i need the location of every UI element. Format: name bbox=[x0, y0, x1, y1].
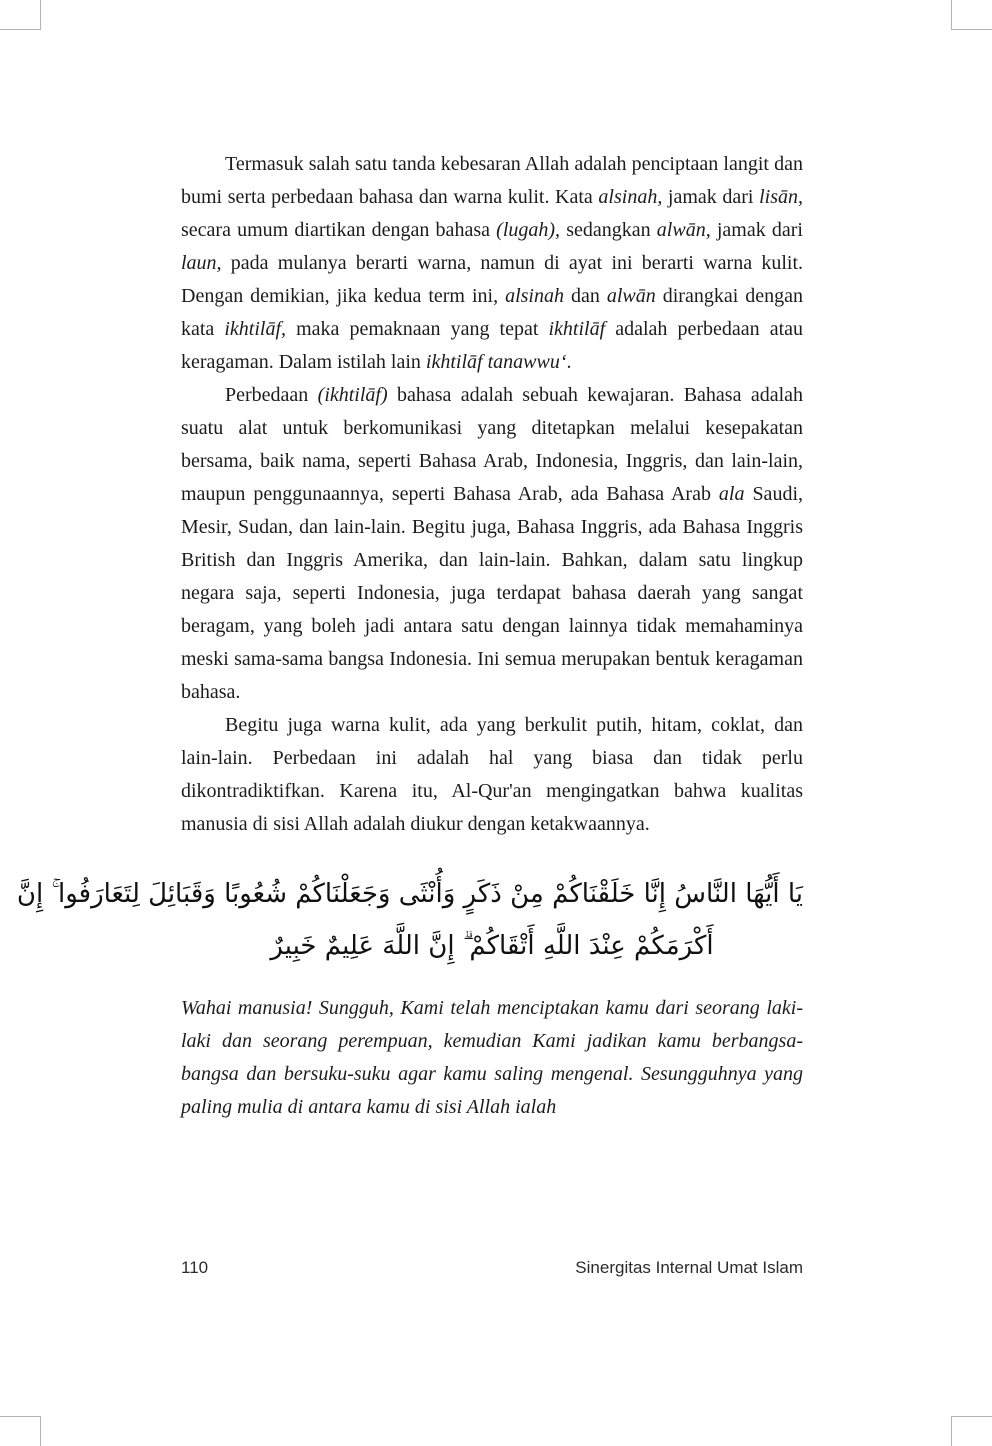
footer-title: Sinergitas Internal Umat Islam bbox=[575, 1258, 803, 1277]
quran-line: أَكْرَمَكُمْ عِنْدَ اللَّهِ أَتْقَاكُمْ ۗ إِنَّ اللَّهَ عَلِيمٌ خَبِيرٌ bbox=[270, 931, 714, 961]
paragraph: Begitu juga warna kulit, ada yang berkulit putih, hitam, coklat, dan lain-lain. Perbedaan ini adalah hal yang biasa dan tidak perlu dikontradiktifkan. Karena itu, Al-Qur'an mengingatkan bahwa kualitas manusia di sisi Allah adalah diukur dengan ketakwaannya. bbox=[181, 714, 803, 835]
crop-mark-bottom-right-vertical bbox=[951, 1416, 952, 1446]
crop-mark-bottom-left-vertical bbox=[40, 1416, 41, 1446]
crop-mark-bottom-right-horizontal bbox=[951, 1416, 992, 1417]
quran-line: يَا أَيُّهَا النَّاسُ إِنَّا خَلَقْنَاكُمْ مِنْ ذَكَرٍ وَأُنْثَى وَجَعَلْنَاكُمْ شُعُوبًا وَقَبَائِلَ لِتَعَارَفُوا ۚ إِنَّ bbox=[16, 879, 803, 909]
crop-mark-top-right-horizontal bbox=[951, 29, 992, 30]
translation-paragraph: Wahai manusia! Sungguh, Kami telah menciptakan kamu dari seorang laki-laki dan seorang perempuan, kemudian Kami jadikan kamu berbangsa-bangsa dan bersuku-suku agar kamu saling mengenal. Sesungguhnya yang paling mulia di antara kamu di sisi Allah ialah bbox=[181, 997, 803, 1118]
page-content bbox=[16, 148, 804, 1124]
paragraph: Termasuk salah satu tanda kebesaran Allah adalah penciptaan langit dan bumi serta perbedaan bahasa dan warna kulit. Kata alsinah, jamak dari lisān, secara umum diartikan dengan bahasa (lugah), sedangkan alwān, jamak dari laun, pada mulanya berarti warna, namun di ayat ini berarti warna kulit. Dengan demikian, jika kedua term ini, alsinah dan alwān dirangkai dengan kata ikhtilāf, maka pemaknaan yang tepat ikhtilāf adalah perbedaan atau keragaman. Dalam istilah lain ikhtilāf tanawwuʻ. bbox=[181, 153, 804, 373]
crop-mark-bottom-left-horizontal bbox=[0, 1416, 41, 1417]
paragraph: Perbedaan (ikhtilāf) bahasa adalah sebuah kewajaran. Bahasa adalah suatu alat untuk berkomunikasi yang ditetapkan melalui kesepakatan bersama, baik nama, seperti Bahasa Arab, Indonesia, Inggris, dan lain-lain, maupun penggunaannya, seperti Bahasa Arab, ada Bahasa Arab ala Saudi, Mesir, Sudan, dan lain-lain. Begitu juga, Bahasa Inggris, ada Bahasa Inggris British dan Inggris Amerika, dan lain-lain. Bahkan, dalam satu lingkup negara saja, seperti Indonesia, juga terdapat bahasa daerah yang sangat beragam, yang boleh jadi antara satu dengan lainnya tidak memahaminya meski sama-sama bangsa Indonesia. Ini semua merupakan bentuk keragaman bahasa. bbox=[181, 384, 804, 703]
footer bbox=[181, 1258, 803, 1278]
body-paragraphs bbox=[181, 148, 803, 841]
crop-mark-top-right-vertical bbox=[951, 0, 952, 30]
crop-mark-top-left-vertical bbox=[40, 0, 41, 30]
quran-verse bbox=[16, 868, 803, 972]
crop-mark-top-left-horizontal bbox=[0, 29, 41, 30]
page-number: 110 bbox=[181, 1258, 209, 1277]
